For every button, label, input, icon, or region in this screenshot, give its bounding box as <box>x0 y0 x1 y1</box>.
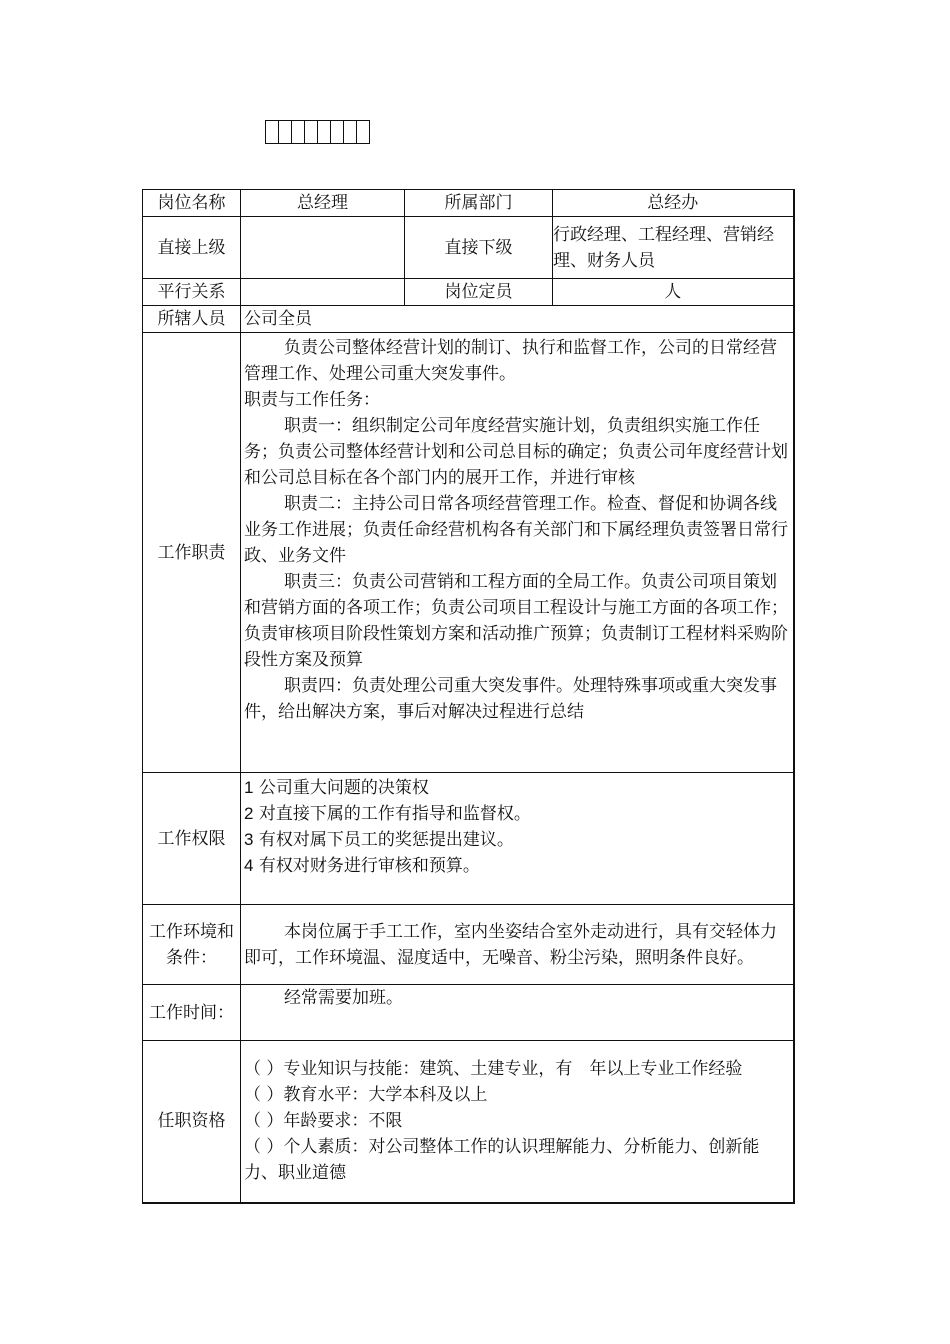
authority-item: 4 有权对财务进行审核和预算。 <box>244 856 480 876</box>
position-label: 岗位名称 <box>143 190 241 217</box>
dept-label: 所属部门 <box>405 190 553 217</box>
authority-item: 3 有权对属下员工的奖惩提出建议。 <box>244 830 514 850</box>
duty-item: 职责四：负责处理公司重大突发事件。处理特殊事项或重大突发事件，给出解决方案，事后对解决过程进行总结 <box>244 676 777 722</box>
dept-value: 总经办 <box>553 190 794 217</box>
authority-label: 工作权限 <box>143 773 241 905</box>
worktime-label: 工作时间： <box>143 985 241 1041</box>
worktime-text: 经常需要加班。 <box>284 988 403 1008</box>
superior-label: 直接上级 <box>143 217 241 279</box>
qualification-item: （ ）教育水平：大学本科及以上 <box>244 1085 488 1106</box>
title-glyph-box <box>304 120 318 144</box>
title-glyph-box <box>317 120 331 144</box>
environment-text: 本岗位属于手工工作，室内坐姿结合室外走动进行，具有交轻体力即可，工作环境温、湿度适中，无噪音、粉尘污染，照明条件良好。 <box>244 921 777 968</box>
subordinate-value: 行政经理、工程经理、营销经理、财务人员 <box>553 217 794 279</box>
table-row <box>143 190 794 217</box>
parallel-value <box>241 279 405 306</box>
title-glyph-box <box>343 120 357 144</box>
subordinate-label: 直接下级 <box>405 217 553 279</box>
staff-label: 所辖人员 <box>143 306 241 333</box>
headcount-label: 岗位定员 <box>405 279 553 306</box>
title-glyph-box <box>265 120 279 144</box>
duties-label: 工作职责 <box>143 333 241 773</box>
table-row <box>143 279 794 306</box>
table-row <box>143 333 794 773</box>
table-row <box>143 217 794 279</box>
authority-item: 1 公司重大问题的决策权 <box>244 778 429 798</box>
title-glyph-box <box>330 120 344 144</box>
table-row <box>143 306 794 333</box>
qualification-item: （ ）年龄要求：不限 <box>244 1111 403 1132</box>
title-glyph-box <box>291 120 305 144</box>
superior-value <box>241 217 405 279</box>
document-title-glyphs <box>265 120 369 145</box>
duties-heading: 职责与工作任务： <box>244 390 380 410</box>
position-value: 总经理 <box>241 190 405 217</box>
environment-content <box>241 905 794 985</box>
table-row <box>143 773 794 905</box>
qualification-content <box>241 1041 794 1203</box>
table-row <box>143 905 794 985</box>
headcount-value: 人 <box>553 279 794 306</box>
table-row <box>143 1041 794 1203</box>
qualification-label: 任职资格 <box>143 1041 241 1203</box>
table-row <box>143 985 794 1041</box>
duties-content <box>241 333 794 773</box>
duty-item: 职责二：主持公司日常各项经营管理工作。检查、督促和协调各线业务工作进展；负责任命经营机构各有关部门和下属经理负责签署日常行政、业务文件 <box>244 494 788 566</box>
duty-item: 职责三：负责公司营销和工程方面的全局工作。负责公司项目策划和营销方面的各项工作；负责公司项目工程设计与施工方面的各项工作；负责审核项目阶段性策划方案和活动推广预算；负责制订工程材料采购阶段性方案及预算 <box>244 572 788 670</box>
environment-label: 工作环境和 条件： <box>143 905 241 985</box>
worktime-content <box>241 985 794 1041</box>
title-glyph-box <box>356 120 370 144</box>
qualification-item: （ ）个人素质：对公司整体工作的认识理解能力、分析能力、创新能力、职业道德 <box>244 1137 760 1184</box>
parallel-label: 平行关系 <box>143 279 241 306</box>
qualification-item: （ ）专业知识与技能：建筑、土建专业，有 年以上专业工作经验 <box>244 1059 743 1080</box>
authority-item: 2 对直接下属的工作有指导和监督权。 <box>244 804 531 824</box>
duties-intro: 负责公司整体经营计划的制订、执行和监督工作，公司的日常经营管理工作、处理公司重大突发事件。 <box>244 338 777 384</box>
staff-value: 公司全员 <box>241 306 794 333</box>
job-description-table <box>142 189 795 1204</box>
authority-content <box>241 773 794 905</box>
duty-item: 职责一：组织制定公司年度经营实施计划，负责组织实施工作任务；负责公司整体经营计划和公司总目标的确定；负责公司年度经营计划和公司总目标在各个部门内的展开工作，并进行审核 <box>244 416 788 488</box>
title-glyph-box <box>278 120 292 144</box>
